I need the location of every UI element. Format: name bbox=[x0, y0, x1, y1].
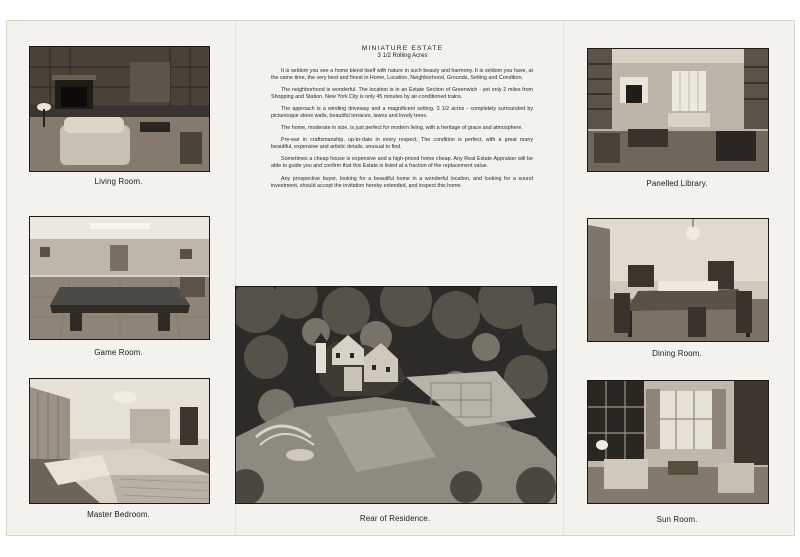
caption-living-room: Living Room. bbox=[94, 177, 143, 186]
paragraph-home: The home, moderate in size, is just perfect for modern living, with a heritage of grace and atmosphere. bbox=[281, 125, 523, 132]
master-bedroom-photo bbox=[29, 378, 210, 504]
dining-room-photo bbox=[587, 218, 769, 342]
caption-dining-room: Dining Room. bbox=[652, 349, 702, 358]
caption-rear-of-residence: Rear of Residence. bbox=[359, 514, 431, 523]
game-room-photo bbox=[29, 216, 210, 340]
paragraph-intro: It is seldom you see a home blend itself with nature in such beauty and harmony. It is seldom you have, at the same time, the very best and finest in Home, Location, Neighborhood, Grounds, Setting and Condition. bbox=[271, 68, 533, 82]
brochure-subtitle: 3 1/2 Rolling Acres bbox=[377, 53, 428, 59]
sun-room-photo bbox=[587, 380, 769, 504]
paragraph-craftsmanship: Pre-war in craftsmanship, up-to-date in every respect. The condition is perfect, with a great many beautiful, expensive and artistic details, unusual to find. bbox=[271, 137, 533, 151]
rear-of-residence-photo bbox=[235, 286, 557, 504]
panelled-library-photo bbox=[587, 48, 769, 172]
fold-line-right bbox=[563, 21, 564, 535]
brochure-title: MINIATURE ESTATE bbox=[361, 45, 444, 52]
caption-panelled-library: Panelled Library. bbox=[646, 179, 708, 188]
caption-sun-room: Sun Room. bbox=[656, 515, 698, 524]
paragraph-approach: The approach is a winding driveway and a magnificent setting. 3 1/2 acres - completely surrounded by picturesque stone walls, beautiful terraces, lawns and lovely trees. bbox=[271, 106, 533, 120]
paragraph-value: Sometimes a cheap house is expensive and a high-priced home cheap. Any Real Estate Appraiser will be able to guide you and confirm that this Estate is listed at a fraction of the replacement value. bbox=[271, 156, 533, 170]
paragraph-neighborhood: The neighborhood is wonderful. The location is in an Estate Section of Greenwich - yet only 2 miles from Shopping and Station. New York City is only 45 minutes by air-conditioned trains. bbox=[271, 87, 533, 101]
paragraph-invitation: Any prospective buyer, looking for a beautiful home in a wonderful location, and looking for a sound investment, should accept the invitation hereby extended, and inspect this home. bbox=[271, 175, 533, 189]
caption-master-bedroom: Master Bedroom. bbox=[87, 510, 150, 519]
living-room-photo bbox=[29, 46, 210, 172]
description-body bbox=[271, 68, 533, 195]
caption-game-room: Game Room. bbox=[94, 348, 143, 357]
